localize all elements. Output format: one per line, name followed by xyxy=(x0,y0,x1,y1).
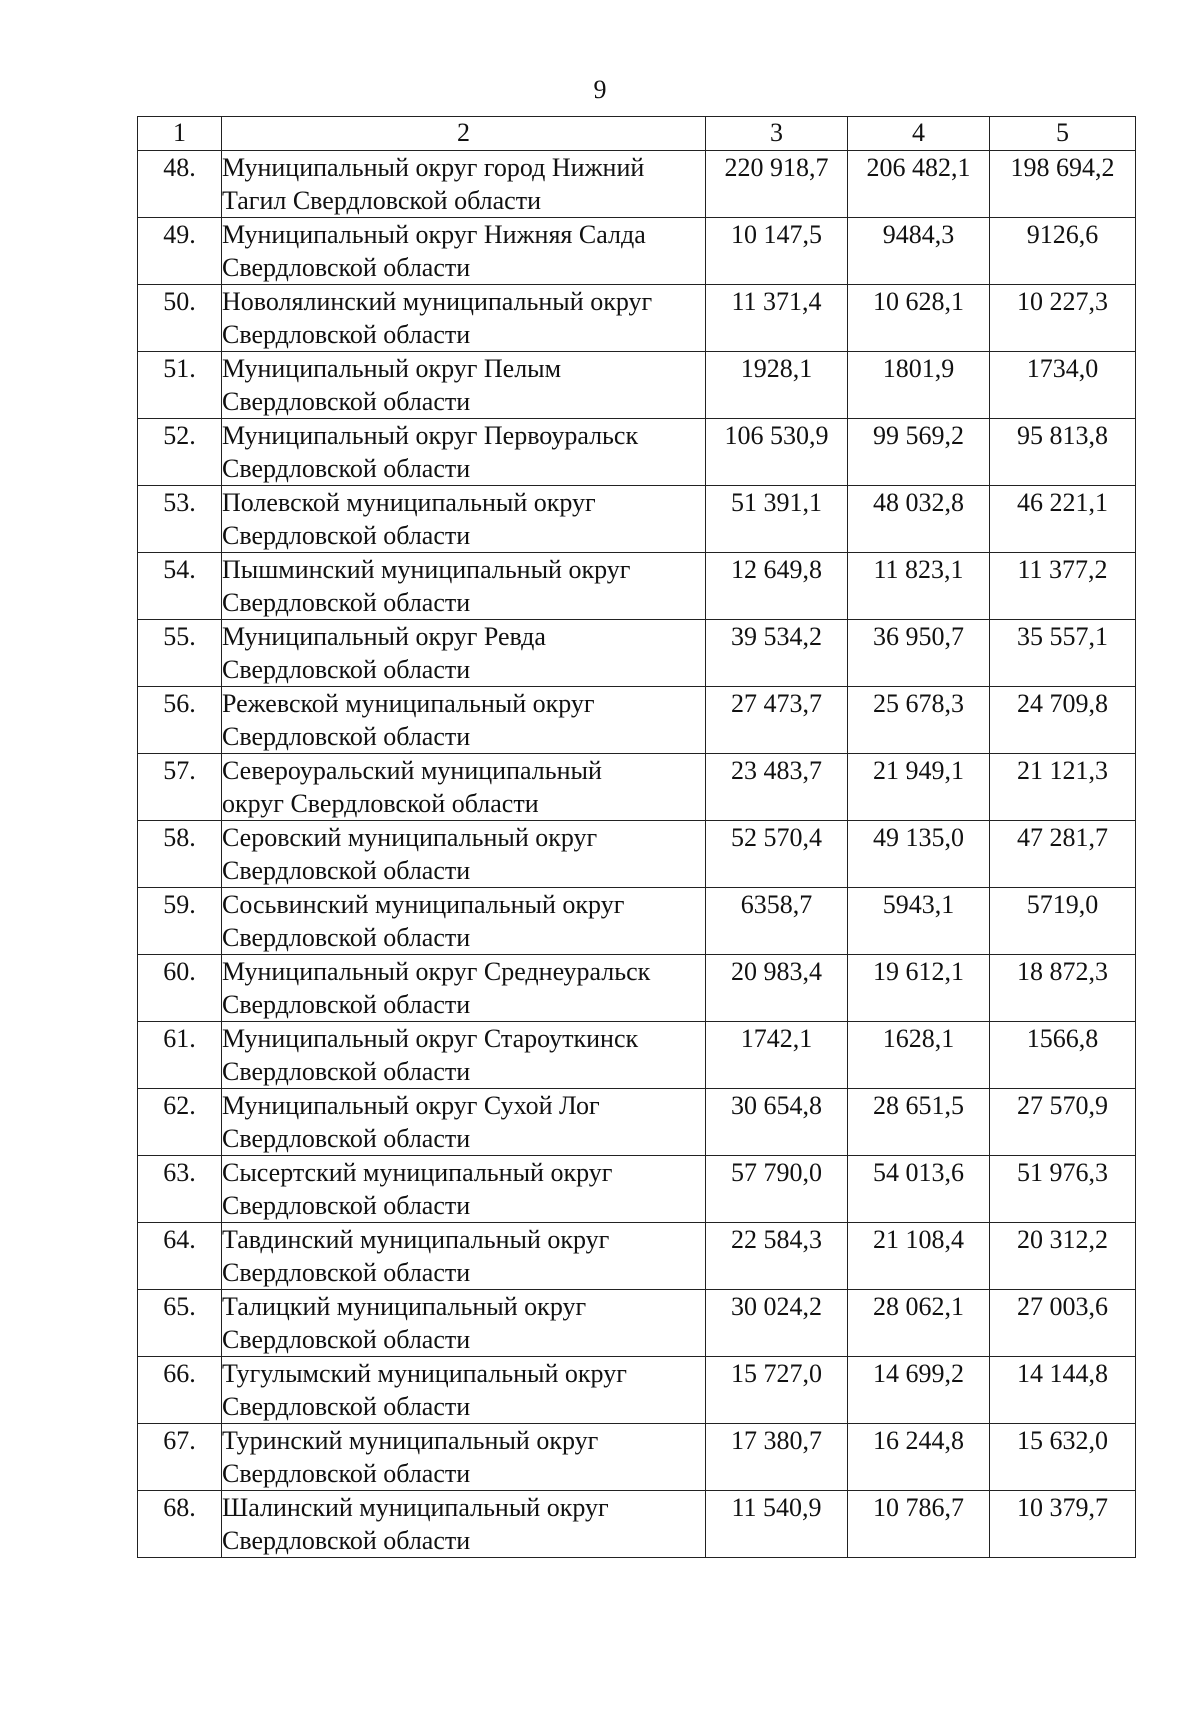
table-row xyxy=(138,419,1136,486)
row-number: 52. xyxy=(138,419,222,486)
value-col-3: 17 380,7 xyxy=(706,1424,848,1491)
row-number: 67. xyxy=(138,1424,222,1491)
value-col-4: 48 032,8 xyxy=(848,486,990,553)
header-col-3: 3 xyxy=(706,117,848,151)
value-col-3: 106 530,9 xyxy=(706,419,848,486)
municipality-name xyxy=(222,1089,706,1156)
value-col-3: 1742,1 xyxy=(706,1022,848,1089)
table-row xyxy=(138,1089,1136,1156)
value-col-5: 27 003,6 xyxy=(990,1290,1136,1357)
value-col-4: 1801,9 xyxy=(848,352,990,419)
value-col-4: 21 949,1 xyxy=(848,754,990,821)
row-number: 60. xyxy=(138,955,222,1022)
value-col-5: 46 221,1 xyxy=(990,486,1136,553)
value-col-4: 28 651,5 xyxy=(848,1089,990,1156)
value-col-5: 9126,6 xyxy=(990,218,1136,285)
table-row xyxy=(138,888,1136,955)
table-header xyxy=(138,117,1136,151)
value-col-5: 5719,0 xyxy=(990,888,1136,955)
value-col-3: 23 483,7 xyxy=(706,754,848,821)
municipality-name xyxy=(222,1491,706,1558)
value-col-4: 5943,1 xyxy=(848,888,990,955)
row-number: 64. xyxy=(138,1223,222,1290)
value-col-5: 95 813,8 xyxy=(990,419,1136,486)
table-row xyxy=(138,1424,1136,1491)
value-col-5: 47 281,7 xyxy=(990,821,1136,888)
header-col-2: 2 xyxy=(222,117,706,151)
value-col-5: 20 312,2 xyxy=(990,1223,1136,1290)
row-number: 66. xyxy=(138,1357,222,1424)
municipality-name-line2: Свердловской области xyxy=(222,521,471,550)
municipality-name xyxy=(222,352,706,419)
municipality-name-line2: Свердловской области xyxy=(222,722,471,751)
header-row xyxy=(138,117,1136,151)
header-col-1: 1 xyxy=(138,117,222,151)
municipality-name-line1: Муниципальный округ Ревда xyxy=(222,622,546,651)
municipality-name-line2: Свердловской области xyxy=(222,923,471,952)
value-col-5: 24 709,8 xyxy=(990,687,1136,754)
row-number: 56. xyxy=(138,687,222,754)
municipality-name-line2: Свердловской области xyxy=(222,1057,471,1086)
row-number: 54. xyxy=(138,553,222,620)
value-col-5: 10 227,3 xyxy=(990,285,1136,352)
municipality-name xyxy=(222,888,706,955)
value-col-5: 35 557,1 xyxy=(990,620,1136,687)
value-col-3: 30 024,2 xyxy=(706,1290,848,1357)
page-number: 9 xyxy=(593,75,607,104)
municipality-name-line1: Сысертский муниципальный округ xyxy=(222,1158,613,1187)
allocation-table xyxy=(137,116,1136,1558)
table-row xyxy=(138,1156,1136,1223)
value-col-4: 99 569,2 xyxy=(848,419,990,486)
municipality-name xyxy=(222,1223,706,1290)
municipality-name-line2: Свердловской области xyxy=(222,856,471,885)
municipality-name-line1: Сосьвинский муниципальный округ xyxy=(222,890,625,919)
municipality-name-line1: Муниципальный округ Первоуральск xyxy=(222,421,639,450)
municipality-name-line2: Свердловской области xyxy=(222,253,471,282)
row-number: 63. xyxy=(138,1156,222,1223)
municipality-name-line1: Тугулымский муниципальный округ xyxy=(222,1359,627,1388)
municipality-name-line1: Муниципальный округ Староуткинск xyxy=(222,1024,639,1053)
row-number: 51. xyxy=(138,352,222,419)
value-col-4: 9484,3 xyxy=(848,218,990,285)
municipality-name xyxy=(222,151,706,218)
value-col-5: 10 379,7 xyxy=(990,1491,1136,1558)
municipality-name xyxy=(222,1022,706,1089)
municipality-name-line1: Пышминский муниципальный округ xyxy=(222,555,631,584)
value-col-4: 206 482,1 xyxy=(848,151,990,218)
row-number: 55. xyxy=(138,620,222,687)
table-row xyxy=(138,553,1136,620)
municipality-name xyxy=(222,1290,706,1357)
row-number: 62. xyxy=(138,1089,222,1156)
value-col-4: 11 823,1 xyxy=(848,553,990,620)
value-col-3: 220 918,7 xyxy=(706,151,848,218)
municipality-name-line1: Тавдинский муниципальный округ xyxy=(222,1225,610,1254)
header-col-5: 5 xyxy=(990,117,1136,151)
municipality-name xyxy=(222,687,706,754)
municipality-name-line1: Серовский муниципальный округ xyxy=(222,823,598,852)
municipality-name xyxy=(222,821,706,888)
table-row xyxy=(138,1357,1136,1424)
value-col-4: 21 108,4 xyxy=(848,1223,990,1290)
value-col-4: 54 013,6 xyxy=(848,1156,990,1223)
municipality-name xyxy=(222,553,706,620)
municipality-name-line2: Свердловской области xyxy=(222,1392,471,1421)
municipality-name-line2: Свердловской области xyxy=(222,1459,471,1488)
municipality-name-line2: Свердловской области xyxy=(222,990,471,1019)
value-col-3: 57 790,0 xyxy=(706,1156,848,1223)
table-row xyxy=(138,955,1136,1022)
value-col-4: 49 135,0 xyxy=(848,821,990,888)
value-col-3: 1928,1 xyxy=(706,352,848,419)
municipality-name-line2: Свердловской области xyxy=(222,454,471,483)
value-col-4: 16 244,8 xyxy=(848,1424,990,1491)
table-row xyxy=(138,1491,1136,1558)
municipality-name xyxy=(222,1424,706,1491)
value-col-5: 198 694,2 xyxy=(990,151,1136,218)
municipality-name-line2: Свердловской области xyxy=(222,1124,471,1153)
municipality-name xyxy=(222,285,706,352)
municipality-name xyxy=(222,486,706,553)
table-row xyxy=(138,1022,1136,1089)
municipality-name-line1: Полевской муниципальный округ xyxy=(222,488,596,517)
row-number: 50. xyxy=(138,285,222,352)
value-col-4: 19 612,1 xyxy=(848,955,990,1022)
municipality-name-line1: Новолялинский муниципальный округ xyxy=(222,287,653,316)
municipality-name xyxy=(222,955,706,1022)
value-col-3: 22 584,3 xyxy=(706,1223,848,1290)
value-col-3: 27 473,7 xyxy=(706,687,848,754)
municipality-name xyxy=(222,620,706,687)
municipality-name-line2: Свердловской области xyxy=(222,1526,471,1555)
municipality-name-line2: Свердловской области xyxy=(222,1191,471,1220)
municipality-name xyxy=(222,754,706,821)
municipality-name-line1: Туринский муниципальный округ xyxy=(222,1426,599,1455)
table-row xyxy=(138,486,1136,553)
value-col-5: 11 377,2 xyxy=(990,553,1136,620)
municipality-name-line2: Тагил Свердловской области xyxy=(222,186,541,215)
value-col-4: 36 950,7 xyxy=(848,620,990,687)
value-col-4: 10 628,1 xyxy=(848,285,990,352)
municipality-name-line2: Свердловской области xyxy=(222,588,471,617)
table-row xyxy=(138,218,1136,285)
table-row xyxy=(138,151,1136,218)
row-number: 58. xyxy=(138,821,222,888)
value-col-4: 1628,1 xyxy=(848,1022,990,1089)
value-col-4: 28 062,1 xyxy=(848,1290,990,1357)
value-col-3: 15 727,0 xyxy=(706,1357,848,1424)
value-col-3: 52 570,4 xyxy=(706,821,848,888)
value-col-3: 6358,7 xyxy=(706,888,848,955)
value-col-3: 11 540,9 xyxy=(706,1491,848,1558)
municipality-name-line2: Свердловской области xyxy=(222,655,471,684)
municipality-name-line2: Свердловской области xyxy=(222,320,471,349)
row-number: 57. xyxy=(138,754,222,821)
municipality-name xyxy=(222,218,706,285)
municipality-name-line2: Свердловской области xyxy=(222,387,471,416)
row-number: 59. xyxy=(138,888,222,955)
value-col-4: 14 699,2 xyxy=(848,1357,990,1424)
table-row xyxy=(138,620,1136,687)
table-body xyxy=(138,151,1136,1558)
value-col-3: 51 391,1 xyxy=(706,486,848,553)
value-col-3: 39 534,2 xyxy=(706,620,848,687)
municipality-name-line1: Муниципальный округ Среднеуральск xyxy=(222,957,651,986)
value-col-5: 21 121,3 xyxy=(990,754,1136,821)
row-number: 49. xyxy=(138,218,222,285)
row-number: 68. xyxy=(138,1491,222,1558)
municipality-name-line1: Североуральский муниципальный xyxy=(222,756,602,785)
value-col-3: 10 147,5 xyxy=(706,218,848,285)
municipality-name xyxy=(222,1156,706,1223)
municipality-name-line1: Муниципальный округ Сухой Лог xyxy=(222,1091,600,1120)
header-col-4: 4 xyxy=(848,117,990,151)
row-number: 61. xyxy=(138,1022,222,1089)
municipality-name-line2: Свердловской области xyxy=(222,1258,471,1287)
municipality-name-line2: округ Свердловской области xyxy=(222,789,539,818)
value-col-5: 15 632,0 xyxy=(990,1424,1136,1491)
value-col-4: 10 786,7 xyxy=(848,1491,990,1558)
municipality-name xyxy=(222,419,706,486)
value-col-5: 1566,8 xyxy=(990,1022,1136,1089)
row-number: 53. xyxy=(138,486,222,553)
municipality-name-line1: Муниципальный округ Пелым xyxy=(222,354,562,383)
table-row xyxy=(138,285,1136,352)
value-col-3: 11 371,4 xyxy=(706,285,848,352)
value-col-5: 27 570,9 xyxy=(990,1089,1136,1156)
row-number: 65. xyxy=(138,1290,222,1357)
value-col-5: 51 976,3 xyxy=(990,1156,1136,1223)
table-row xyxy=(138,352,1136,419)
table-row xyxy=(138,1290,1136,1357)
municipality-name-line1: Шалинский муниципальный округ xyxy=(222,1493,609,1522)
value-col-3: 12 649,8 xyxy=(706,553,848,620)
municipality-name xyxy=(222,1357,706,1424)
value-col-5: 18 872,3 xyxy=(990,955,1136,1022)
table-row xyxy=(138,754,1136,821)
municipality-name-line1: Муниципальный округ город Нижний xyxy=(222,153,645,182)
value-col-5: 1734,0 xyxy=(990,352,1136,419)
value-col-3: 30 654,8 xyxy=(706,1089,848,1156)
value-col-3: 20 983,4 xyxy=(706,955,848,1022)
row-number: 48. xyxy=(138,151,222,218)
value-col-5: 14 144,8 xyxy=(990,1357,1136,1424)
table-row xyxy=(138,1223,1136,1290)
municipality-name-line1: Муниципальный округ Нижняя Салда xyxy=(222,220,646,249)
table-row xyxy=(138,821,1136,888)
table-row xyxy=(138,687,1136,754)
value-col-4: 25 678,3 xyxy=(848,687,990,754)
municipality-name-line1: Талицкий муниципальный округ xyxy=(222,1292,587,1321)
municipality-name-line2: Свердловской области xyxy=(222,1325,471,1354)
municipality-name-line1: Режевской муниципальный округ xyxy=(222,689,595,718)
